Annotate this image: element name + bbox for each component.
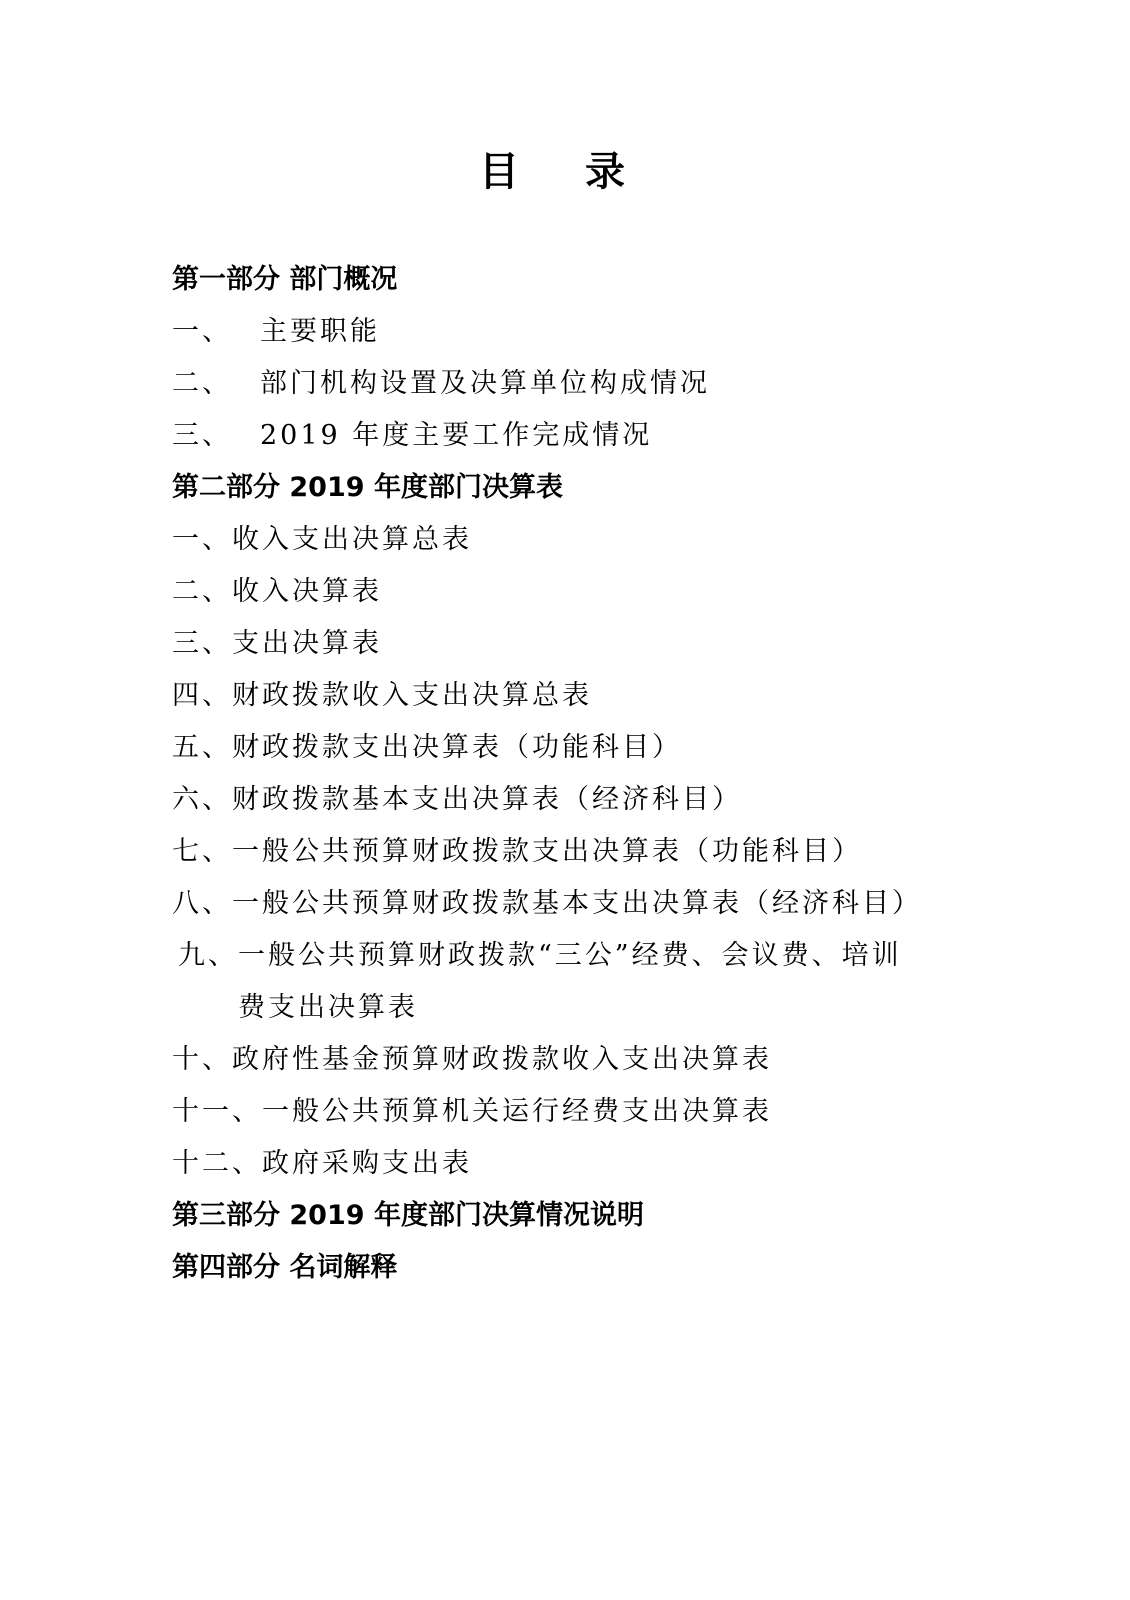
toc-item-2-8[interactable]: 八、一般公共预算财政拨款基本支出决算表（经济科目） xyxy=(172,888,922,919)
toc-item-2-7[interactable]: 七、一般公共预算财政拨款支出决算表（功能科目） xyxy=(172,836,862,867)
toc-item-1-3[interactable] xyxy=(172,410,972,462)
page-title: 目 录 xyxy=(479,149,651,195)
toc-part-1[interactable]: 第一部分 部门概况 xyxy=(172,264,398,295)
toc-item-2-9[interactable]: 九、一般公共预算财政拨款“三公”经费、会议费、培训 xyxy=(178,940,902,971)
toc-item-number: 三、 xyxy=(172,420,232,451)
toc-item-2-10[interactable]: 十、政府性基金预算财政拨款收入支出决算表 xyxy=(172,1044,772,1075)
toc-item-2-4[interactable]: 四、财政拨款收入支出决算总表 xyxy=(172,680,592,711)
toc-item-2-11[interactable]: 十一、一般公共预算机关运行经费支出决算表 xyxy=(172,1096,772,1127)
toc-item-text: 部门机构设置及决算单位构成情况 xyxy=(260,368,710,399)
toc-part-2[interactable]: 第二部分 2019 年度部门决算表 xyxy=(172,472,563,503)
toc-item-2-3[interactable]: 三、支出决算表 xyxy=(172,628,382,659)
toc-item-number: 二、 xyxy=(172,368,232,399)
toc-item-2-9-continued[interactable]: 费支出决算表 xyxy=(238,992,418,1023)
toc-item-2-2[interactable]: 二、收入决算表 xyxy=(172,576,382,607)
toc-item-2-1[interactable]: 一、收入支出决算总表 xyxy=(172,524,472,555)
toc-item-2-5[interactable]: 五、财政拨款支出决算表（功能科目） xyxy=(172,732,682,763)
toc-item-number: 一、 xyxy=(172,316,232,347)
toc-item-2-12[interactable]: 十二、政府采购支出表 xyxy=(172,1148,472,1179)
toc-part-4[interactable]: 第四部分 名词解释 xyxy=(172,1252,398,1283)
toc-item-1-2[interactable] xyxy=(172,358,972,410)
toc-item-text: 2019 年度主要工作完成情况 xyxy=(260,420,653,451)
toc-item-text: 主要职能 xyxy=(260,316,380,347)
toc-item-1-1[interactable] xyxy=(172,306,972,358)
toc-part-3[interactable]: 第三部分 2019 年度部门决算情况说明 xyxy=(172,1200,644,1231)
toc-item-2-6[interactable]: 六、财政拨款基本支出决算表（经济科目） xyxy=(172,784,742,815)
table-of-contents xyxy=(172,254,972,1294)
